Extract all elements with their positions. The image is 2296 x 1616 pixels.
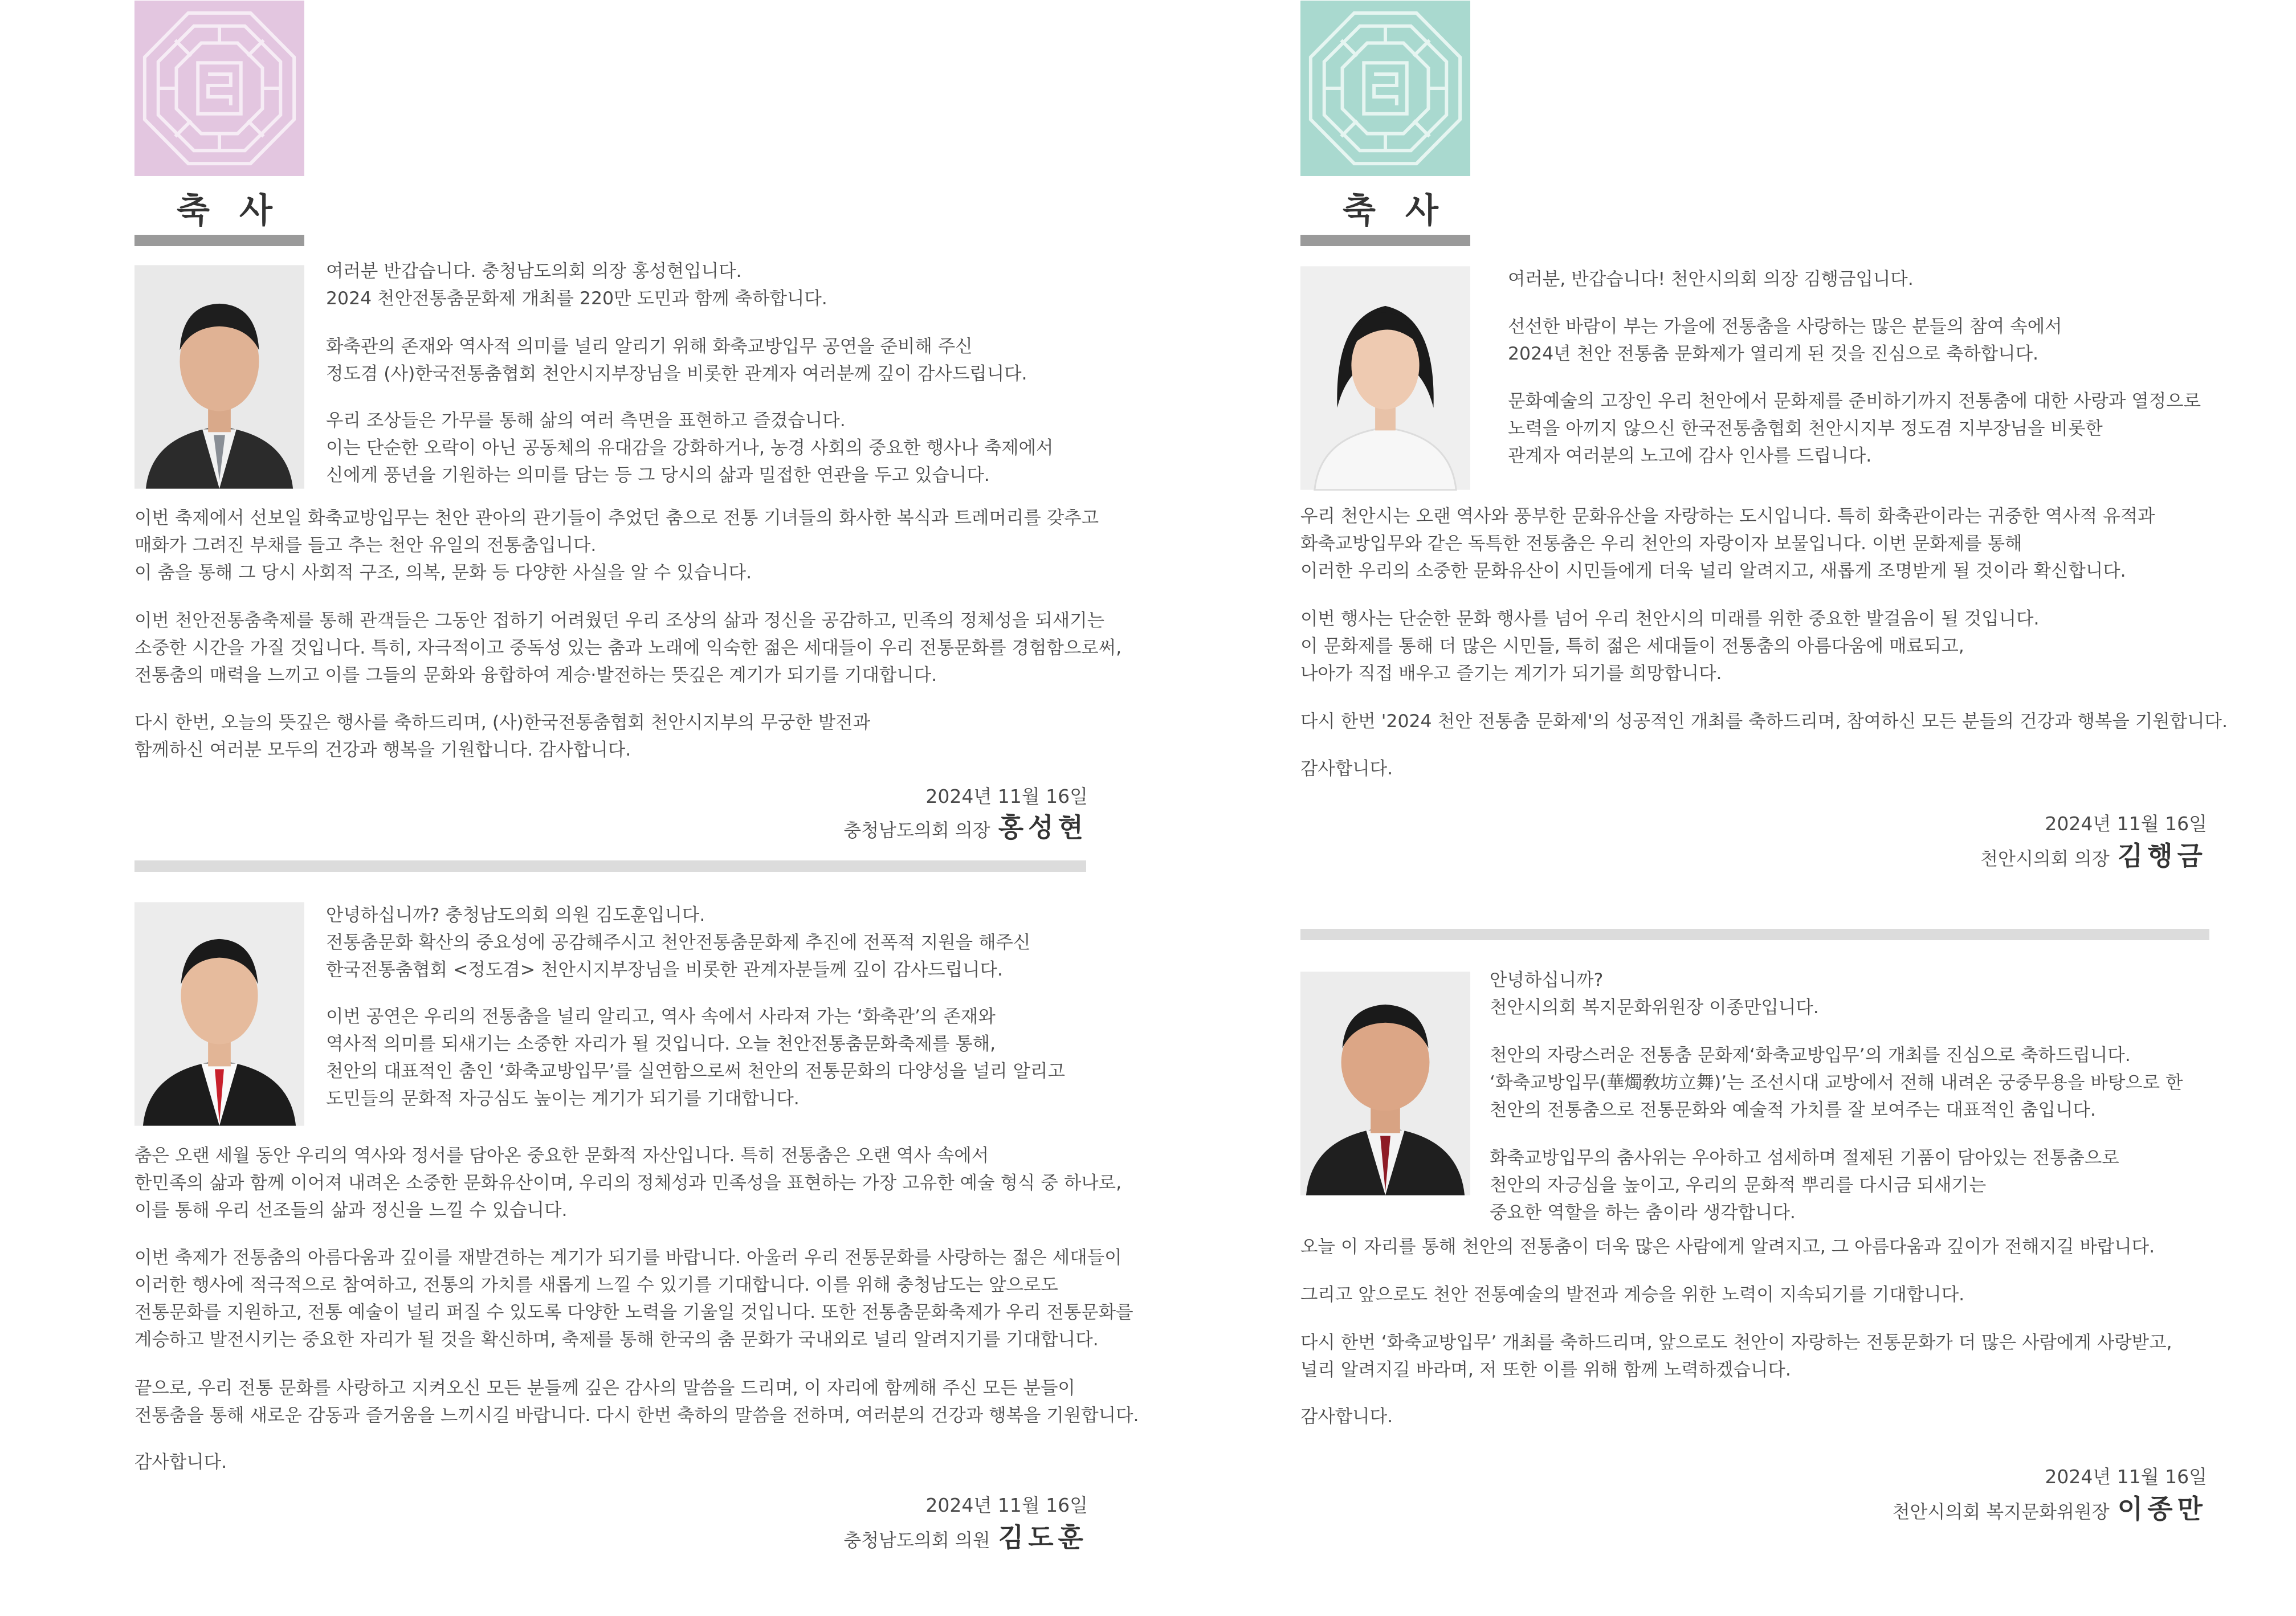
photo-lee-jongman [1300, 971, 1470, 1196]
text-line: 천안의 자랑스러운 전통춤 문화제‘화축교방입무’의 개최를 진심으로 축하드립니다. [1490, 1045, 2131, 1066]
text-line: 선선한 바람이 부는 가을에 전통춤을 사랑하는 많은 분들의 참여 속에서 [1508, 316, 2062, 337]
text-line: 나아가 직접 배우고 즐기는 계기가 되기를 희망합니다. [1300, 663, 1722, 684]
heading-bar-left [134, 235, 304, 246]
date: 2024년 11월 16일 [2045, 813, 2207, 835]
paragraph [326, 1003, 1065, 1112]
signature-name: 김행금 [2117, 840, 2207, 871]
text-line: 다시 한번 ‘화축교방입무’ 개최를 축하드리며, 앞으로도 천안이 자랑하는 전통문화가 더 많은 사람에게 사랑받고, [1300, 1332, 2172, 1353]
paragraph [1300, 708, 2228, 735]
text-line: 이러한 우리의 소중한 문화유산이 시민들에게 더욱 널리 알려지고, 새롭게 조명받게 될 것이라 확신합니다. [1300, 561, 2126, 581]
text-line: 화축관의 존재와 역사적 의미를 널리 알리기 위해 화축교방입무 공연을 준비해 주신 [326, 336, 973, 357]
text-line: 이 춤을 통해 그 당시 사회적 구조, 의복, 문화 등 다양한 사실을 알 수 있습니다. [134, 562, 752, 583]
heading-bar-right [1300, 235, 1470, 246]
paragraph [1300, 1233, 2155, 1260]
text-line: 정도겸 (사)한국전통춤협회 천안시지부장님을 비롯한 관계자 여러분께 깊이 감사드립니다. [326, 364, 1027, 384]
paragraph [326, 333, 1027, 387]
text-line: 오늘 이 자리를 통해 천안의 전통춤이 더욱 많은 사람에게 알려지고, 그 아름다움과 깊이가 전해지길 바랍니다. [1300, 1237, 2155, 1257]
text-line: 전통춤의 매력을 느끼고 이를 그들의 문화와 융합하여 계승·발전하는 뜻깊은 계기가 되기를 기대합니다. [134, 665, 937, 685]
paragraph [134, 607, 1122, 689]
photo-kim-dohun [134, 901, 304, 1127]
text-line: 다시 한번, 오늘의 뜻깊은 행사를 축하드리며, (사)한국전통춤협회 천안시지부의 무궁한 발전과 [134, 712, 871, 733]
signature-title: 천안시의회 복지문화위원장 [1892, 1501, 2110, 1523]
text-line: 이는 단순한 오락이 아닌 공동체의 유대감을 강화하거나, 농경 사회의 중요한 행사나 축제에서 [326, 438, 1054, 458]
congratulatory-heading-left: 축사 [177, 191, 302, 231]
date: 2024년 11월 16일 [2045, 1466, 2207, 1488]
text-line: 안녕하십니까? 충청남도의회 의원 김도훈입니다. [326, 905, 705, 925]
octagon-emblem-icon [134, 0, 304, 177]
text-line: 화축교방입무의 춤사위는 우아하고 섬세하며 절제된 기품이 담아있는 전통춤으로 [1490, 1148, 2119, 1168]
text-line: 신에게 풍년을 기원하는 의미를 담는 등 그 당시의 삶과 밀접한 연관을 두고 있습니다. [326, 465, 990, 485]
paragraph [1490, 966, 1819, 1021]
paragraph [134, 504, 1099, 586]
text-line: 천안의 전통춤으로 전통문화와 예술적 가치를 잘 보여주는 대표적인 춤입니다. [1490, 1100, 2096, 1120]
text-line: 역사적 의미를 되새기는 소중한 자리가 될 것입니다. 오늘 천안전통춤문화축제를 통해, [326, 1034, 996, 1054]
text-line: 소중한 시간을 가질 것입니다. 특히, 자극적이고 중독성 있는 춤과 노래에 익숙한 젊은 세대들이 우리 전통문화를 경험함으로써, [134, 638, 1122, 658]
octagon-emblem-icon [1300, 0, 1470, 177]
section-divider-left [134, 860, 1086, 872]
portrait-icon [1300, 266, 1470, 491]
date: 2024년 11월 16일 [925, 1494, 1088, 1516]
paragraph [134, 1448, 227, 1476]
portrait-icon [134, 264, 304, 489]
text-line: 천안의 자긍심을 높이고, 우리의 문화적 뿌리를 다시금 되새기는 [1490, 1175, 1987, 1195]
text-line: 천안의 대표적인 춤인 ‘화축교방입무’를 실연함으로써 천안의 전통문화의 다양성을 널리 알리고 [326, 1061, 1065, 1082]
congratulatory-heading-right: 축사 [1343, 191, 1468, 231]
text-line: 문화예술의 고장인 우리 천안에서 문화제를 준비하기까지 전통춤에 대한 사랑과 열정으로 [1508, 391, 2201, 411]
text-line: 이번 공연은 우리의 전통춤을 널리 알리고, 역사 속에서 사라져 가는 ‘화축관’의 존재와 [326, 1006, 996, 1027]
section-divider-right [1300, 929, 2209, 940]
text-line: 계승하고 발전시키는 중요한 자리가 될 것을 확신하며, 축제를 통해 한국의 춤 문화가 국내외로 널리 알려지기를 기대합니다. [134, 1329, 1099, 1350]
text-line: 이번 축제가 전통춤의 아름다움과 깊이를 재발견하는 계기가 되기를 바랍니다. 아울러 우리 전통문화를 사랑하는 젊은 세대들이 [134, 1247, 1122, 1268]
text-line: 도민들의 문화적 자긍심도 높이는 계기가 되기를 기대합니다. [326, 1088, 800, 1109]
emblem-logo-left [134, 0, 304, 177]
text-line: 천안시의회 복지문화위원장 이종만입니다. [1490, 997, 1819, 1018]
signature [1980, 835, 2207, 873]
text-line: 전통춤문화 확산의 중요성에 공감해주시고 천안전통춤문화제 추진에 전폭적 지원을 해주신 [326, 932, 1031, 953]
text-line: 2024년 천안 전통춤 문화제가 열리게 된 것을 진심으로 축하합니다. [1508, 344, 2039, 364]
signature-title: 천안시의회 의장 [1980, 848, 2110, 870]
paragraph [1300, 1403, 1393, 1430]
photo-hong-seonghyeon [134, 264, 304, 489]
text-line: 이러한 행사에 적극적으로 참여하고, 전통의 가치를 새롭게 느낄 수 있기를 기대합니다. 이를 위해 충청남도는 앞으로도 [134, 1275, 1058, 1295]
emblem-logo-right [1300, 0, 1470, 177]
paragraph [1508, 266, 1914, 293]
text-line: ‘화축교방입무(華燭敎坊立舞)’는 조선시대 교방에서 전해 내려온 궁중무용을 바탕으로 한 [1490, 1072, 2183, 1093]
text-line: 함께하신 여러분 모두의 건강과 행복을 기원합니다. 감사합니다. [134, 740, 631, 760]
date: 2024년 11월 16일 [925, 785, 1088, 807]
text-line: 우리 천안시는 오랜 역사와 풍부한 문화유산을 자랑하는 도시입니다. 특히 화축관이라는 귀중한 역사적 유적과 [1300, 506, 2155, 527]
text-line: 2024 천안전통춤문화제 개최를 220만 도민과 함께 축하합니다. [326, 288, 827, 309]
text-line: 이를 통해 우리 선조들의 삶과 정신을 느낄 수 있습니다. [134, 1200, 568, 1221]
text-line: 감사합니다. [1300, 1406, 1393, 1427]
text-line: 안녕하십니까? [1490, 970, 1604, 990]
text-line: 이번 축제에서 선보일 화축교방입무는 천안 관아의 관기들이 추었던 춤으로 전통 기녀들의 화사한 복식과 트레머리를 갖추고 [134, 508, 1099, 528]
text-line: 다시 한번 '2024 천안 전통춤 문화제'의 성공적인 개최를 축하드리며, 참여하신 모든 분들의 건강과 행복을 기원합니다. [1300, 711, 2228, 732]
paragraph [1300, 605, 2040, 687]
text-line: 우리 조상들은 가무를 통해 삶의 여러 측면을 표현하고 즐겼습니다. [326, 410, 846, 431]
text-line: 노력을 아끼지 않으신 한국전통춤협회 천안시지부 정도겸 지부장님을 비롯한 [1508, 418, 2103, 439]
text-line: 널리 알려지길 바라며, 저 또한 이를 위해 함께 노력하겠습니다. [1300, 1360, 1791, 1380]
text-line: 이 문화제를 통해 더 많은 시민들, 특히 젊은 세대들이 전통춤의 아름다움에 매료되고, [1300, 636, 1964, 656]
paragraph [326, 258, 827, 312]
paragraph [1300, 1281, 1964, 1308]
signature-name: 이종만 [2117, 1493, 2207, 1524]
signature-name: 홍성현 [998, 812, 1088, 843]
signature-name: 김도훈 [998, 1522, 1088, 1553]
signature [843, 1517, 1088, 1554]
paragraph [1508, 387, 2201, 470]
paragraph [1300, 503, 2155, 585]
paragraph [134, 1244, 1133, 1353]
paragraph [134, 709, 870, 764]
text-line: 여러분, 반갑습니다! 천안시의회 의장 김행금입니다. [1508, 269, 1914, 289]
portrait-icon [1300, 971, 1470, 1196]
paragraph [1508, 313, 2062, 368]
text-line: 중요한 역할을 하는 춤이라 생각합니다. [1490, 1202, 1796, 1223]
text-line: 한국전통춤협회 <정도겸> 천안시지부장님을 비롯한 관계자분들께 깊이 감사드립니다. [326, 960, 1003, 980]
text-line: 여러분 반갑습니다. 충청남도의회 의장 홍성현입니다. [326, 261, 742, 281]
signature [843, 807, 1088, 844]
paragraph [1490, 1144, 2119, 1226]
text-line: 전통문화를 지원하고, 전통 예술이 널리 퍼질 수 있도록 다양한 노력을 기울일 것입니다. 또한 전통춤문화축제가 우리 전통문화를 [134, 1302, 1133, 1323]
photo-kim-haenggeum [1300, 266, 1470, 491]
text-line: 춤은 오랜 세월 동안 우리의 역사와 정서를 담아온 중요한 문화적 자산입니다. 특히 전통춤은 오랜 역사 속에서 [134, 1145, 989, 1166]
paragraph [326, 407, 1053, 489]
paragraph [134, 1374, 1139, 1429]
paragraph [326, 901, 1030, 984]
text-line: 감사합니다. [1300, 758, 1393, 779]
portrait-icon [134, 901, 304, 1127]
text-line: 한민족의 삶과 함께 이어져 내려온 소중한 문화유산이며, 우리의 정체성과 민족성을 표현하는 가장 고유한 예술 형식 중 하나로, [134, 1173, 1122, 1193]
signature [1893, 1488, 2207, 1526]
text-line: 전통춤을 통해 새로운 감동과 즐거움을 느끼시길 바랍니다. 다시 한번 축하의 말씀을 전하며, 여러분의 건강과 행복을 기원합니다. [134, 1405, 1139, 1426]
text-line: 이번 천안전통춤축제를 통해 관객들은 그동안 접하기 어려웠던 우리 조상의 삶과 정신을 공감하고, 민족의 정체성을 되새기는 [134, 610, 1105, 631]
signature-title: 충청남도의회 의장 [843, 819, 990, 841]
text-line: 이번 행사는 단순한 문화 행사를 넘어 우리 천안시의 미래를 위한 중요한 발걸음이 될 것입니다. [1300, 609, 2040, 629]
signature-title: 충청남도의회 의원 [843, 1529, 990, 1551]
paragraph [1490, 1042, 2183, 1124]
text-line: 화축교방입무와 같은 독특한 전통춤은 우리 천안의 자랑이자 보물입니다. 이번 문화제를 통해 [1300, 533, 2022, 554]
paragraph [1300, 755, 1393, 782]
paragraph [134, 1142, 1122, 1224]
text-line: 관계자 여러분의 노고에 감사 인사를 드립니다. [1508, 446, 1872, 466]
text-line: 끝으로, 우리 전통 문화를 사랑하고 지켜오신 모든 분들께 깊은 감사의 말씀을 드리며, 이 자리에 함께해 주신 모든 분들이 [134, 1378, 1075, 1398]
text-line: 매화가 그려진 부채를 들고 추는 천안 유일의 전통춤입니다. [134, 535, 597, 556]
text-line: 그리고 앞으로도 천안 전통예술의 발전과 계승을 위한 노력이 지속되기를 기대합니다. [1300, 1284, 1965, 1305]
text-line: 감사합니다. [134, 1452, 227, 1472]
paragraph [1300, 1329, 2172, 1384]
